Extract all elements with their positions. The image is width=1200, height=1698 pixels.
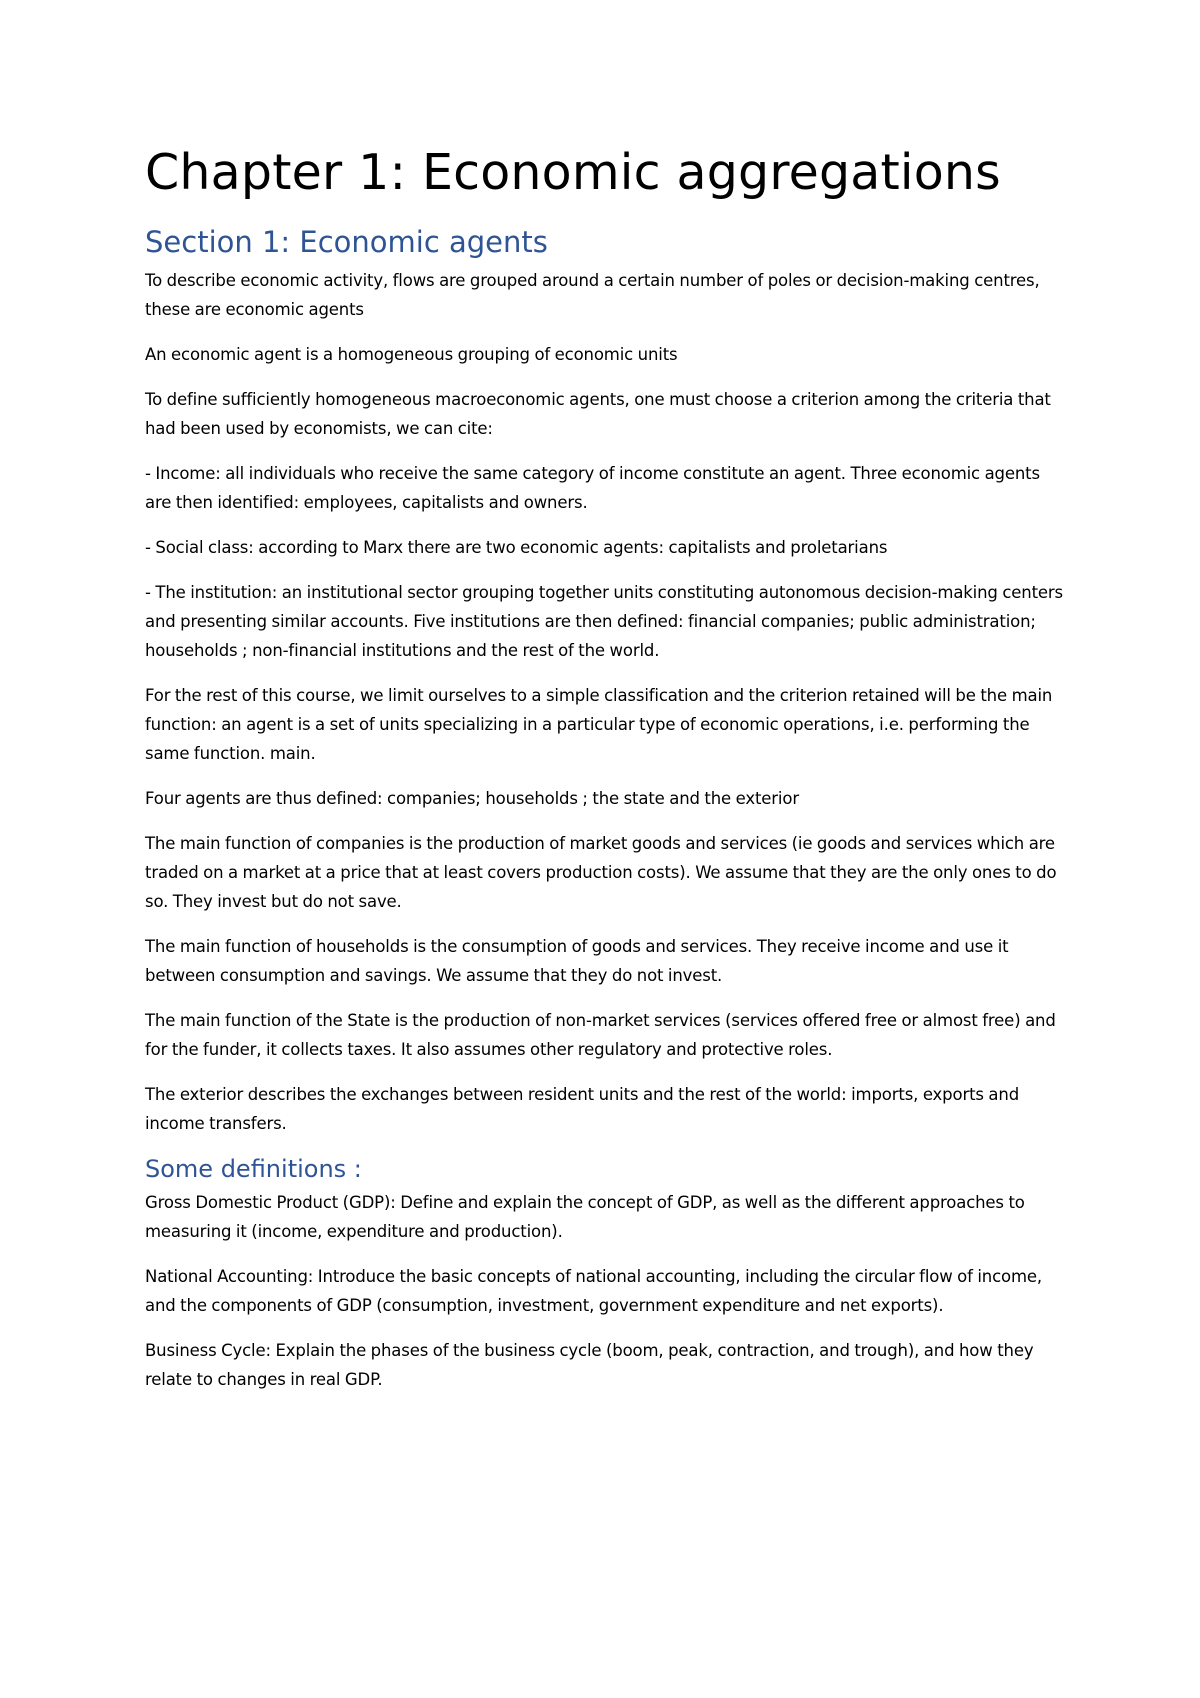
chapter-title: Chapter 1: Economic aggregations [145,144,1001,201]
paragraph: The main function of households is the consumption of goods and services. They receive income and use it between consumption and savings. We assume that they do not invest. [145,937,1009,985]
document-page [145,140,1065,1410]
list-item-income: - Income: all individuals who receive the same category of income constitute an agent. Three economic agents are then identified: employees, capitalists and owners. [145,464,1040,512]
definition-business-cycle: Business Cycle: Explain the phases of the business cycle (boom, peak, contraction, and trough), and how they relate to changes in real GDP. [145,1341,1034,1389]
list-item-social-class: - Social class: according to Marx there are two economic agents: capitalists and proletarians [145,538,888,557]
paragraph: To describe economic activity, flows are grouped around a certain number of poles or decision-making centres, these are economic agents [145,271,1040,319]
paragraph: The exterior describes the exchanges between resident units and the rest of the world: imports, exports and income transfers. [145,1085,1020,1133]
paragraph: The main function of the State is the production of non-market services (services offered free or almost free) and for the funder, it collects taxes. It also assumes other regulatory and protective roles. [145,1011,1056,1059]
section-heading-definitions: Some definitions : [145,1155,362,1183]
section-heading-economic-agents: Section 1: Economic agents [145,225,548,259]
paragraph: For the rest of this course, we limit ourselves to a simple classification and the criterion retained will be the main function: an agent is a set of units specializing in a particular type of economic operations, i.e. performing the same function. main. [145,686,1053,763]
list-item-institution: - The institution: an institutional sector grouping together units constituting autonomous decision-making centers and presenting similar accounts. Five institutions are then defined: financial companies; public administration; households ; non-financial institutions and the rest of the world. [145,583,1063,660]
definition-gdp: Gross Domestic Product (GDP): Define and explain the concept of GDP, as well as the different approaches to measuring it (income, expenditure and production). [145,1193,1025,1241]
paragraph: Four agents are thus defined: companies; households ; the state and the exterior [145,789,799,808]
paragraph: An economic agent is a homogeneous grouping of economic units [145,345,678,364]
paragraph: The main function of companies is the production of market goods and services (ie goods and services which are traded on a market at a price that at least covers production costs). We assume that they are the only ones to do so. They invest but do not save. [145,834,1057,911]
definition-national-accounting: National Accounting: Introduce the basic concepts of national accounting, including the circular flow of income, and the components of GDP (consumption, investment, government expenditure and net exports). [145,1267,1042,1315]
paragraph: To define sufficiently homogeneous macroeconomic agents, one must choose a criterion among the criteria that had been used by economists, we can cite: [145,390,1051,438]
